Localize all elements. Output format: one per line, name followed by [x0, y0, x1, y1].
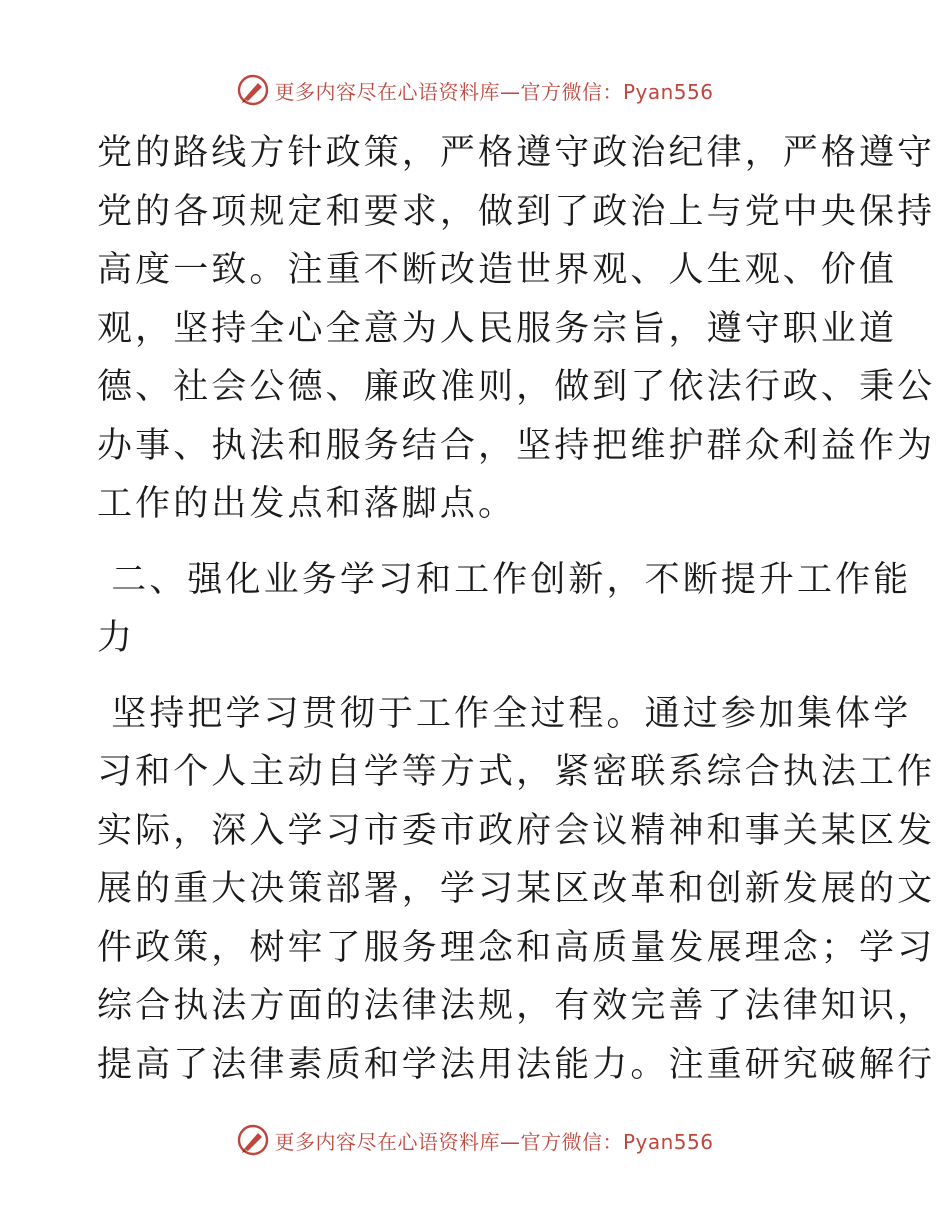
text-line: 件政策，树牢了服务理念和高质量发展理念；学习 [97, 927, 936, 968]
text-line: 实际，深入学习市委市政府会议精神和事关某区发 [97, 810, 936, 851]
paragraph [97, 124, 936, 534]
header-watermark [0, 70, 950, 110]
text-line: 高度一致。注重不断改造世界观、人生观、价值 [97, 250, 898, 290]
text-line: 提高了法律素质和学法用法能力。注重研究破解行 [97, 1044, 936, 1085]
watermark-text: 更多内容尽在心语资料库—官方微信：Pyan556 [274, 79, 714, 104]
section-heading [97, 551, 912, 668]
text-line: 工作的出发点和落脚点。 [97, 484, 517, 524]
text-line: 办事、执法和服务结合，坚持把维护群众利益作为 [97, 425, 936, 466]
text-line: 德、社会公德、廉政准则，做到了依法行政、秉公 [97, 367, 936, 407]
text-line: 综合执法方面的法律法规，有效完善了法律知识， [97, 986, 936, 1026]
text-line: 展的重大决策部署，学习某区改革和创新发展的文 [97, 869, 936, 909]
pen-logo-icon [236, 73, 270, 107]
document-body [97, 124, 936, 1094]
pen-logo-icon [236, 1123, 270, 1157]
paragraph [97, 685, 936, 1095]
watermark-text: 更多内容尽在心语资料库—官方微信：Pyan556 [274, 1129, 714, 1154]
text-line: 习和个人主动自学等方式，紧密联系综合执法工作 [97, 752, 936, 792]
text-line: 党的各项规定和要求，做到了政治上与党中央保持 [97, 191, 936, 232]
heading-line: 力 [97, 618, 136, 658]
text-line: 党的路线方针政策，严格遵守政治纪律，严格遵守 [97, 133, 936, 173]
text-line: 观，坚持全心全意为人民服务宗旨，遵守职业道 [97, 308, 898, 349]
heading-line: 二、强化业务学习和工作创新，不断提升工作能 [97, 559, 912, 600]
footer-watermark [0, 1120, 950, 1160]
text-line: 坚持把学习贯彻于工作全过程。通过参加集体学 [97, 693, 912, 734]
